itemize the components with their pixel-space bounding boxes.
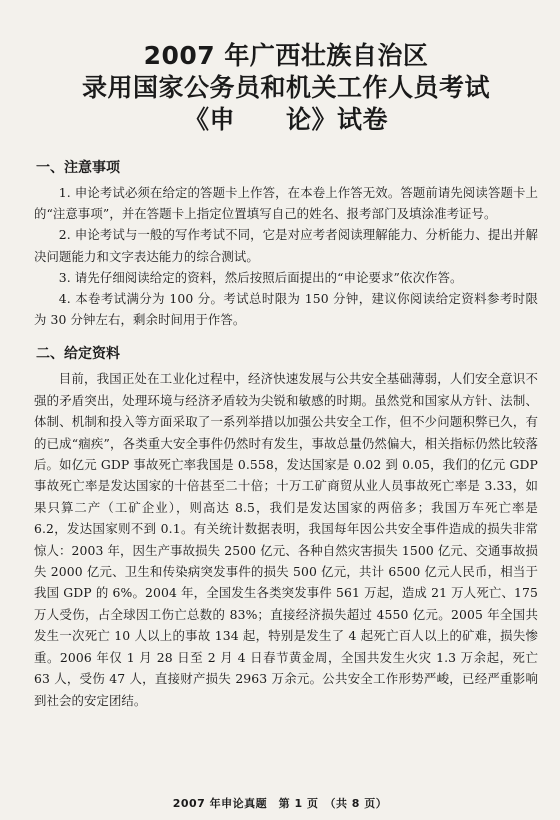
material-paragraph-1: 目前，我国正处在工业化过程中，经济快速发展与公共安全基础薄弱，人们安全意识不强的矛盾突出，处理环境与经济矛盾较为尖锐和敏感的时期。虽然党和国家从方针、法制、体制、机制和投入等方面采取了一系列举措以加强公共安全工作，但不少问题积弊已久，有的已成“痼疾”，各类重大安全事件仍然时有发生，事故总量仍然偏大，相关指标仍然比较落后。如亿元 GDP 事故死亡率我国是 0.558，发达国家是 0.02 到 0.05，我们的亿元 GDP 事故死亡率是发达国家的十倍甚至二十倍；十万工矿商贸从业人员事故死亡率是 3.33，如果只算二产（工矿企业），则高达 8.5，我们是发达国家的两倍多；我国万车死亡率是 6.2，发达国家则不到 0.1。有关统计数据表明，我国每年因公共安全事件造成的损失非常惊人：2003 年，因生产事故损失 2500 亿元、各种自然灾害损失 1500 亿元、交通事故损失 2000 亿元、卫生和传染病突发事件的损失 500 亿元，共计 6500 亿元人民币，相当于我国 GDP 的 6%。2004 年，全国发生各类突发事件 561 万起，造成 21 万人死亡、175 万人受伤，占全球因工伤亡总数的 83%；直接经济损失超过 4550 亿元。2005 年全国共发生一次死亡 10 人以上的事故 134 起，特别是发生了 4 起死亡百人以上的矿难，损失惨重。2006 年仅 1 月 28 日至 2 月 4 日春节黄金周，全国共发生火灾 1.3 万余起，死亡 63 人，受伤 47 人，直接财产损失 2963 万余元。公共安全工作形势严峻，已经严重影响到社会的安定团结。 bbox=[34, 371, 538, 708]
document-title bbox=[34, 40, 538, 136]
materials-heading: 二、给定资料 bbox=[36, 346, 120, 363]
note-item-3: 3. 请先仔细阅读给定的资料，然后按照后面提出的“申论要求”依次作答。 bbox=[58, 269, 463, 285]
title-line-3: 《申 论》试卷 bbox=[183, 105, 388, 134]
note-item-4: 4. 本卷考试满分为 100 分。考试总时限为 150 分钟，建议你阅读给定资料参考时限为 30 分钟左右，剩余时间用于作答。 bbox=[34, 291, 538, 328]
materials-body bbox=[34, 368, 538, 711]
page-footer: 2007 年申论真题 第 1 页 （共 8 页） bbox=[172, 797, 388, 810]
note-item-2: 2. 申论考试与一般的写作考试不同，它是对应考者阅读理解能力、分析能力、提出并解决问题能力和文字表达能力的综合测试。 bbox=[34, 227, 538, 264]
title-line-2: 录用国家公务员和机关工作人员考试 bbox=[81, 73, 490, 102]
notes-list bbox=[34, 182, 538, 330]
note-item-1: 1. 申论考试必须在给定的答题卡上作答，在本卷上作答无效。答题前请先阅读答题卡上的“注意事项”，并在答题卡上指定位置填写自己的姓名、报考部门及填涂准考证号。 bbox=[34, 185, 538, 222]
title-line-1: 2007 年广西壮族自治区 bbox=[143, 41, 429, 70]
notes-heading: 一、注意事项 bbox=[36, 160, 120, 176]
